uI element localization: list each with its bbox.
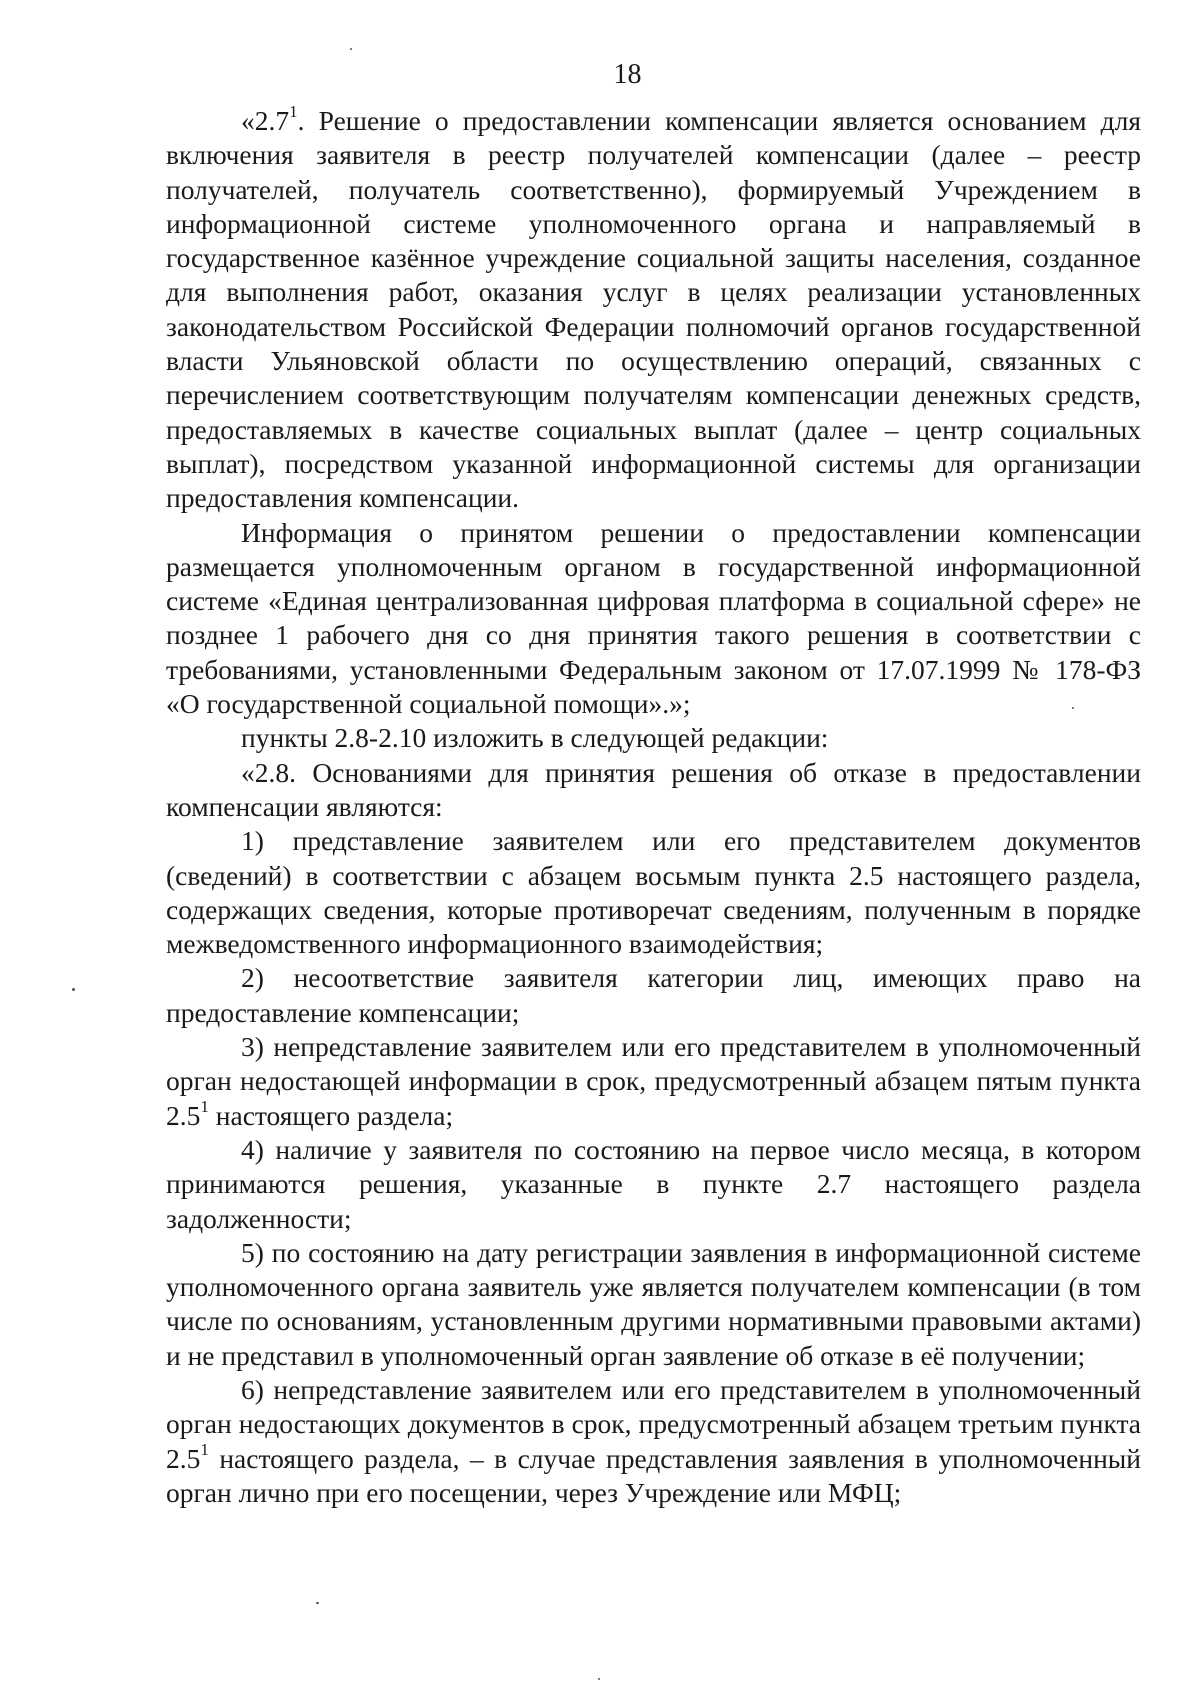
- paragraph-text: настоящего раздела, – в случае представления заявления в уполномоченный орган лично при его посещении, через Учреждение или МФЦ;: [166, 1442, 1141, 1508]
- paragraph-amendment-intro: [166, 721, 1141, 755]
- paragraph-2-8: [166, 756, 1141, 825]
- scan-speck: [1072, 707, 1074, 709]
- scan-speck: [316, 1602, 319, 1604]
- paragraph-text: . Решение о предоставлении компенсации является основанием для включения заявителя в реестр получателей компенсации (далее – реестр получателей, получатель соответственно), формируемый Учреждением в информационной системе уполномоченного органа и направляемый в государственное казённое учреждение социальной защиты населения, созданное для выполнения работ, оказания услуг в целях реализации установленных законодательством Российской Федерации полномочий органов государственной власти Ульяновской области по осуществлению операций, связанных с перечислением соответствующим получателям компенсации денежных средств, предоставляемых в качестве социальных выплат (далее – центр социальных выплат), посредством указанной информационной системы для организации предоставления компенсации.: [166, 105, 1141, 514]
- list-item-2: [166, 961, 1141, 1030]
- paragraph-information: [166, 516, 1141, 722]
- paragraph-text: 1) представление заявителем или его представителем документов (сведений) в соответствии с абзацем восьмым пункта 2.5 настоящего раздела, содержащих сведения, которые противоречат сведениям, полученным в порядке межведомственного информационного взаимодействия;: [166, 825, 1141, 960]
- list-item-1: [166, 824, 1141, 961]
- paragraph-text: «2.7: [241, 105, 290, 136]
- page-number: 18: [613, 59, 642, 90]
- paragraph-text: 2) несоответствие заявителя категории лиц, имеющих право на предоставление компенсации;: [166, 962, 1141, 1028]
- list-item-3: [166, 1030, 1141, 1133]
- paragraph-text: 3) непредставление заявителем или его представителем в уполномоченный орган недостающей информации в срок, предусмотренный абзацем пятым пункта 2.5: [166, 1031, 1141, 1131]
- list-item-5: [166, 1236, 1141, 1373]
- paragraph-2-7-1: [166, 104, 1141, 516]
- paragraph-text: 4) наличие у заявителя по состоянию на первое число месяца, в котором принимаются решения, указанные в пункте 2.7 настоящего раздела задолженности;: [166, 1133, 1141, 1234]
- document-body: [166, 104, 1141, 1510]
- paragraph-text: «2.8. Основаниями для принятия решения об отказе в предоставлении компенсации являются:: [166, 756, 1141, 822]
- list-item-6: [166, 1373, 1141, 1510]
- superscript: 1: [200, 1439, 209, 1459]
- superscript: 1: [289, 102, 298, 122]
- superscript: 1: [200, 1096, 209, 1116]
- paragraph-text: Информация о принятом решении о предоставлении компенсации размещается уполномоченным органом в государственной информационной системе «Единая централизованная цифровая платформа в социальной сфере» не позднее 1 рабочего дня со дня принятия такого решения в соответствии с требованиями, установленными Федеральным законом от 17.07.1999 № 178-ФЗ «О государственной социальной помощи».»;: [166, 516, 1141, 720]
- paragraph-text: настоящего раздела;: [208, 1099, 454, 1131]
- scan-speck: [350, 48, 352, 50]
- paragraph-text: пункты 2.8-2.10 изложить в следующей редакции:: [241, 722, 829, 754]
- paragraph-text: 5) по состоянию на дату регистрации заявления в информационной системе уполномоченного органа заявитель уже является получателем компенсации (в том числе по основаниям, установленным другими нормативными правовыми актами) и не представил в уполномоченный орган заявление об отказе в её получении;: [166, 1236, 1141, 1371]
- scan-speck: [598, 1678, 600, 1680]
- scan-speck: [72, 988, 75, 991]
- list-item-4: [166, 1133, 1141, 1236]
- paragraph-text: 6) непредставление заявителем или его представителем в уполномоченный орган недостающих документов в срок, предусмотренный абзацем третьим пункта 2.5: [166, 1373, 1141, 1474]
